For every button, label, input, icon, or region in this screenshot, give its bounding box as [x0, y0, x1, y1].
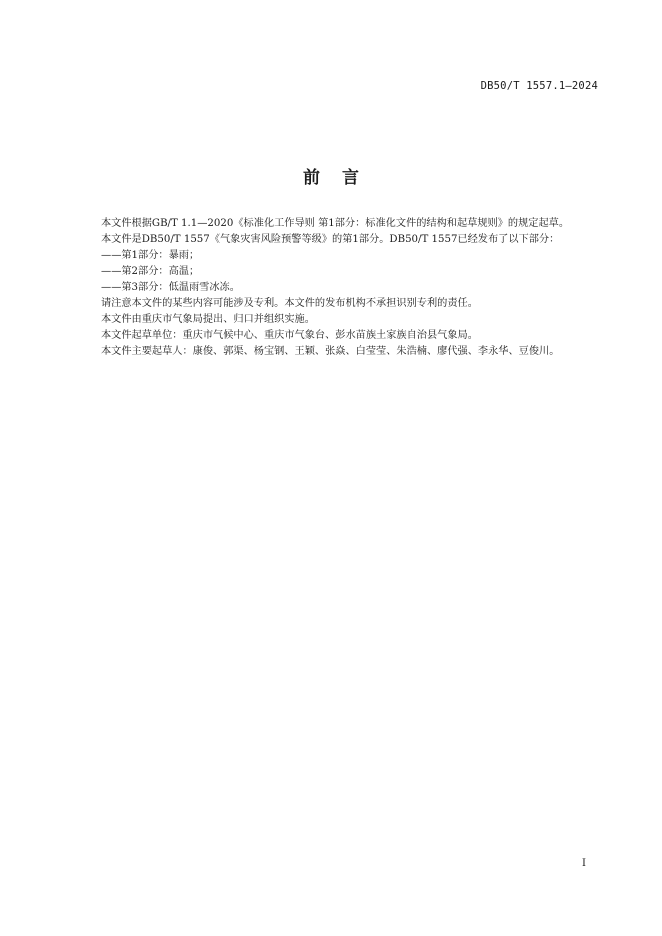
list-item: ——第2部分：高温； — [101, 266, 200, 277]
list-item: ——第3部分：低温雨雪冰冻。 — [101, 282, 240, 293]
page-title: 前言 — [303, 168, 381, 188]
paragraph-proposer: 本文件由重庆市气象局提出、归口并组织实施。 — [101, 314, 315, 325]
document-code: DB50/T 1557.1—2024 — [480, 80, 598, 92]
list-item: ——第1部分：暴雨； — [101, 250, 200, 261]
paragraph-series-info: 本文件是DB50/T 1557《气象灾害风险预警等级》的第1部分。DB50/T 1557已经发布了以下部分： — [101, 234, 560, 245]
paragraph-drafters: 本文件主要起草人：康俊、郭渠、杨宝钢、王颖、张焱、白莹莹、朱浩楠、廖代强、李永华、豆俊川。 — [101, 346, 560, 357]
foreword-body — [80, 216, 600, 360]
paragraph-drafting-basis: 本文件根据GB/T 1.1—2020《标准化工作导则 第1部分：标准化文件的结构和起草规则》的规定起草。 — [101, 218, 570, 229]
paragraph-patent-notice: 请注意本文件的某些内容可能涉及专利。本文件的发布机构不承担识别专利的责任。 — [101, 298, 478, 309]
parts-list — [80, 248, 600, 296]
page-number: I — [582, 858, 586, 869]
paragraph-drafting-units: 本文件起草单位：重庆市气候中心、重庆市气象台、彭水苗族土家族自治县气象局。 — [101, 330, 478, 341]
